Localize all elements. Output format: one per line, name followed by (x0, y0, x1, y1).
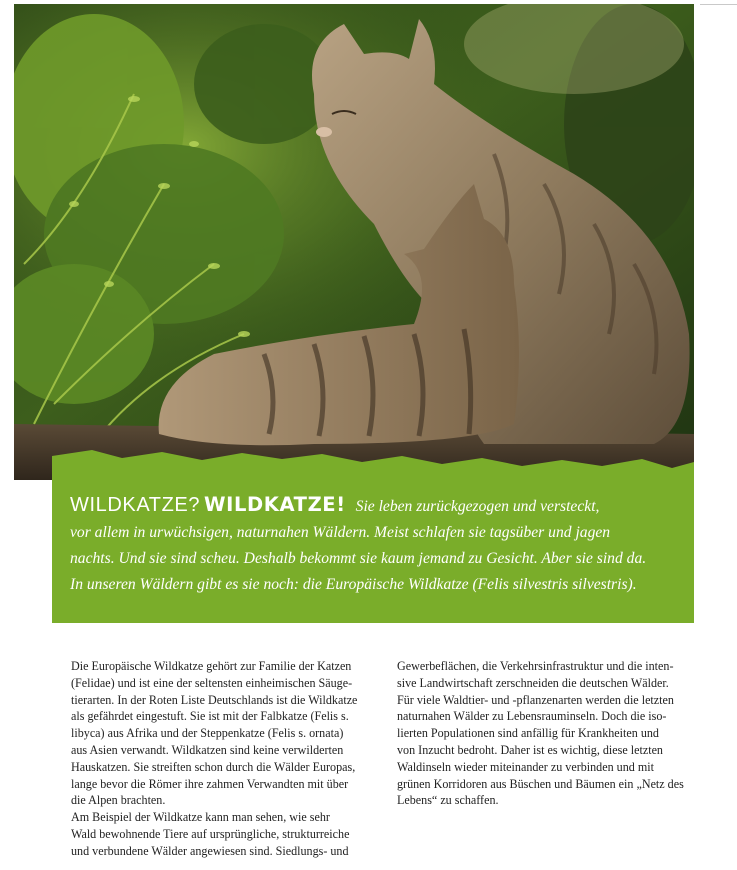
left-line: tierarten. In der Roten Liste Deutschlands ist die Wildkatze (71, 692, 358, 707)
headline-exclaim: WILDKATZE! (204, 493, 346, 516)
right-line: lierten Populationen sind anfällig für Krankheiten und (397, 726, 659, 741)
left-line: (Felidae) und ist eine der seltensten einheimischen Säuge- (71, 675, 353, 690)
banner-text-2: vor allem in urwüchsigen, naturnahen Wäldern. Meist schlafen sie tagsüber und jagen (70, 524, 611, 541)
left-line: lange bevor die Römer ihre zahmen Verwandten mit über (71, 776, 349, 791)
right-line: naturnahen Wälder zu Lebensrauminseln. Doch die iso- (397, 709, 667, 724)
left-line: Wald bewohnende Tiere auf ursprüngliche, strukturreiche (71, 826, 350, 841)
banner-text-1: Sie leben zurückgezogen und versteckt, (355, 498, 600, 515)
left-text-column (71, 658, 371, 860)
page-edge-rule (700, 4, 737, 5)
banner-text-3: nachts. Und sie sind scheu. Deshalb bekommt sie kaum jemand zu Gesicht. Aber sie sind da. (70, 550, 647, 567)
left-line: und verbundene Wälder angewiesen sind. Siedlungs- und (71, 843, 349, 858)
right-line: Waldinseln wieder miteinander zu verbinden und mit (397, 759, 654, 774)
right-line: Für viele Waldtier- und -pflanzenarten werden die letzten (397, 692, 674, 707)
right-line: Lebens“ zu schaffen. (397, 793, 499, 808)
left-line: aus Asien verwandt. Wildkatzen sind keine verwilderten (71, 742, 344, 757)
banner-text-4: In unseren Wäldern gibt es sie noch: die Europäische Wildkatze (Felis silvestris silvestris). (70, 576, 637, 593)
left-line: libyca) aus Afrika und der Steppenkatze (Felis s. ornata) (71, 726, 344, 741)
banner-line-1 (70, 492, 680, 520)
right-line: sive Landwirtschaft zerschneiden die deutschen Wälder. (397, 675, 669, 690)
right-line: grünen Korridoren aus Büschen und Bäumen ein „Netz des (397, 776, 684, 791)
left-line: Die Europäische Wildkatze gehört zur Familie der Katzen (71, 659, 352, 673)
wildcat-photo (14, 4, 694, 480)
right-line: Gewerbeflächen, die Verkehrsinfrastruktur und die inten- (397, 659, 674, 673)
right-line: von Inzucht bedroht. Daher ist es wichtig, diese letzten (397, 742, 663, 757)
left-line: die Alpen brachten. (71, 793, 166, 808)
headline-question: WILDKATZE? (70, 494, 201, 516)
intro-banner (52, 478, 694, 623)
left-line: als gefährdet eingestuft. Sie ist mit der Falbkatze (Felis s. (71, 709, 349, 724)
right-text-column (397, 658, 697, 809)
left-line: Hauskatzen. Sie streiften schon durch die Wälder Europas, (71, 759, 356, 774)
left-line: Am Beispiel der Wildkatze kann man sehen, wie sehr (71, 810, 330, 825)
